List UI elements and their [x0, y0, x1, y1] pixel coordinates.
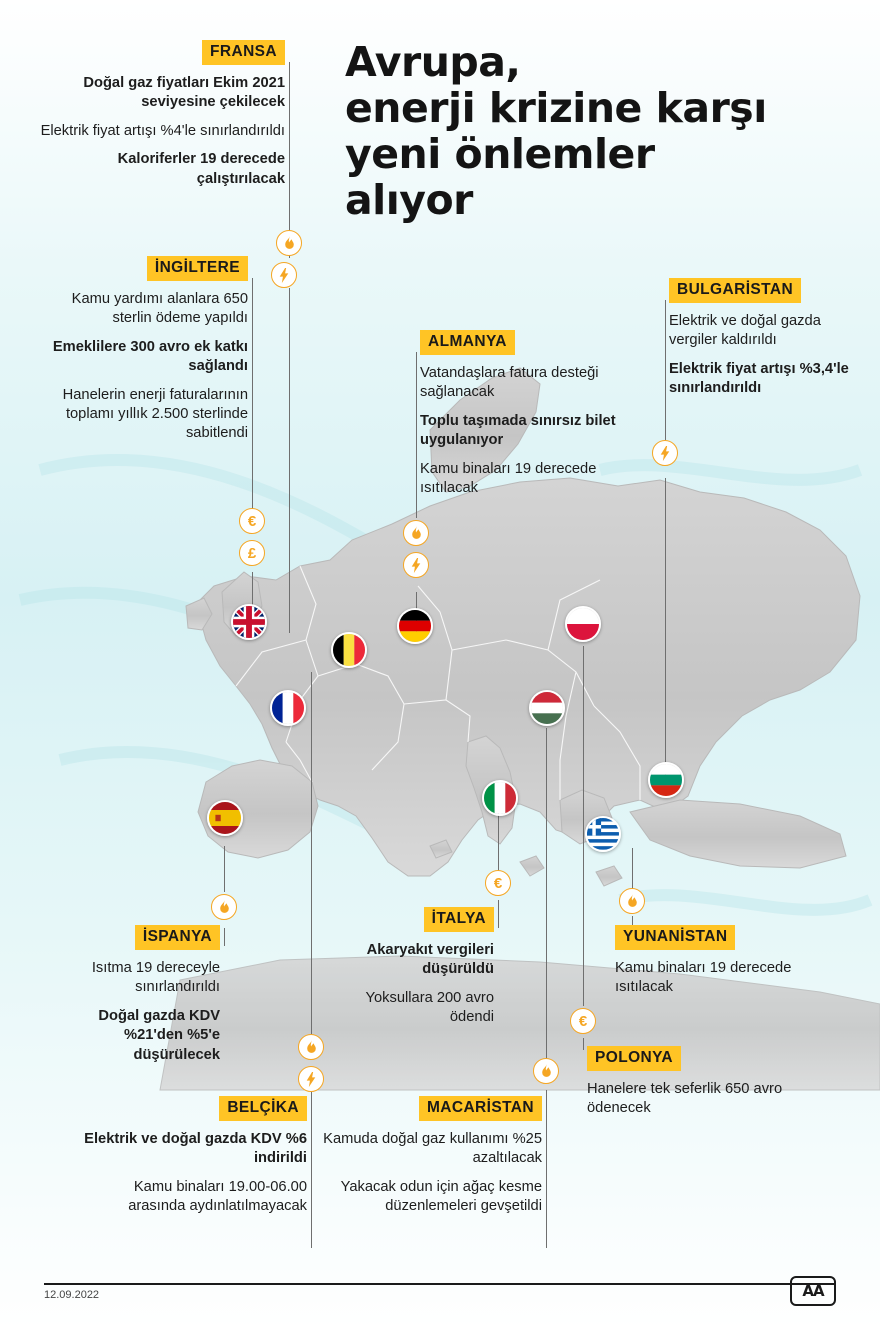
block-yunanistan — [615, 925, 843, 1007]
fransa-line-2: Elektrik fiyat artışı %4'le sınırlandırıldı — [40, 122, 285, 139]
flag-germany — [397, 608, 433, 644]
fransa-line-1: Doğal gaz fiyatları Ekim 2021 seviyesine çekilecek — [83, 75, 285, 111]
country-tag-bulgaristan: BULGARİSTAN — [669, 278, 801, 303]
euro-icon: € — [239, 508, 265, 534]
flag-belgium — [331, 632, 367, 668]
euro-icon-polonya: € — [570, 1008, 596, 1034]
bolt-icon — [271, 262, 297, 288]
title-line-4: alıyor — [345, 175, 473, 224]
flag-uk — [231, 604, 267, 640]
italya-line-2: Yoksullara 200 avro ödendi — [365, 989, 494, 1026]
block-fransa — [40, 40, 285, 198]
belcika-line-1: Elektrik ve doğal gazda KDV %6 indirildi — [84, 1131, 307, 1167]
flag-greece — [585, 816, 621, 852]
ispanya-line-2: Doğal gazda KDV %21'den %5'e düşürülecek — [98, 1007, 220, 1063]
bolt-icon-bulgaristan — [652, 440, 678, 466]
italya-line-1: Akaryakıt vergileri düşürüldü — [366, 942, 494, 978]
country-tag-ingiltere: İNGİLTERE — [147, 256, 248, 281]
leader-line-fransa — [289, 62, 290, 258]
macaristan-line-1: Kamuda doğal gaz kullanımı %25 azaltılacak — [323, 1131, 542, 1167]
polonya-line-1: Hanelere tek seferlik 650 avro ödenecek — [587, 1081, 783, 1117]
block-belcika — [75, 1096, 307, 1226]
leader-line-italya-lower — [498, 900, 499, 928]
belcika-line-2: Kamu binaları 19.00-06.00 arasında aydınlatılmayacak — [128, 1178, 307, 1215]
leader-line-ispanya — [224, 846, 225, 892]
block-almanya — [420, 330, 635, 507]
euro-icon-italya: € — [485, 870, 511, 896]
almanya-line-2: Toplu taşımada sınırsız bilet uygulanıyor — [420, 412, 616, 449]
country-tag-macaristan: MACARİSTAN — [419, 1096, 542, 1121]
country-tag-almanya: ALMANYA — [420, 330, 515, 355]
block-macaristan — [318, 1096, 542, 1226]
leader-line-fransa-lower — [289, 288, 290, 633]
block-polonya — [587, 1046, 842, 1128]
flame-icon-macaristan — [533, 1058, 559, 1084]
country-tag-polonya: POLONYA — [587, 1046, 681, 1071]
flag-bulgaria — [648, 762, 684, 798]
yunanistan-line-1: Kamu binaları 19 derecede ısıtılacak — [615, 960, 792, 996]
ispanya-line-1: Isıtma 19 dereceyle sınırlandırıldı — [91, 960, 220, 996]
block-italya — [318, 907, 494, 1037]
macaristan-line-2: Yakacak odun için ağaç kesme düzenlemeleri gevşetildi — [340, 1178, 542, 1215]
country-tag-ispanya: İSPANYA — [135, 925, 220, 950]
leader-line-polonya-lower — [583, 1038, 584, 1050]
leader-line-belcika-lower — [311, 1092, 312, 1248]
leader-line-macaristan — [546, 728, 547, 1058]
country-tag-belcika: BELÇİKA — [219, 1096, 307, 1121]
leader-line-almanya — [416, 352, 417, 518]
leader-line-bulgaristan — [665, 300, 666, 440]
page-title — [345, 40, 845, 224]
flame-icon-belcika — [298, 1034, 324, 1060]
almanya-line-3: Kamu binaları 19 derecede ısıtılacak — [420, 460, 597, 497]
leader-line-yunanistan — [632, 848, 633, 890]
leader-line-polonya — [583, 646, 584, 1006]
leader-line-belcika — [311, 672, 312, 1034]
country-tag-fransa: FRANSA — [202, 40, 285, 65]
flag-hungary — [529, 690, 565, 726]
fransa-line-3: Kaloriferler 19 derecede çalıştırılacak — [117, 151, 285, 187]
flag-spain — [207, 800, 243, 836]
footer-divider — [44, 1283, 836, 1285]
bolt-icon-almanya — [403, 552, 429, 578]
aa-logo: AA — [790, 1276, 836, 1306]
almanya-line-1: Vatandaşlara fatura desteği sağlanacak — [420, 365, 599, 401]
leader-line-italya — [498, 812, 499, 872]
bulgaristan-line-2: Elektrik fiyat artışı %3,4'le sınırlandırıldı — [669, 360, 849, 397]
title-line-2: enerji krizine karşı — [345, 83, 767, 132]
flag-poland — [565, 606, 601, 642]
bolt-icon-belcika — [298, 1066, 324, 1092]
flag-france — [270, 690, 306, 726]
leader-line-ingiltere — [252, 278, 253, 518]
pound-icon: £ — [239, 540, 265, 566]
block-ingiltere — [30, 256, 248, 453]
title-line-1: Avrupa, — [345, 38, 521, 86]
country-tag-italya: İTALYA — [424, 907, 494, 932]
ingiltere-line-2: Emeklilere 300 avro ek katkı sağlandı — [52, 338, 248, 375]
flame-icon — [276, 230, 302, 256]
leader-line-macaristan-lower — [546, 1090, 547, 1248]
bulgaristan-line-1: Elektrik ve doğal gazda vergiler kaldırıldı — [669, 313, 821, 349]
title-line-3: yeni önlemler — [345, 129, 655, 178]
ingiltere-line-1: Kamu yardımı alanlara 650 sterlin ödeme yapıldı — [71, 291, 248, 327]
flag-italy — [482, 780, 518, 816]
block-bulgaristan — [669, 278, 854, 408]
leader-line-ispanya-lower — [224, 928, 225, 946]
ingiltere-line-3: Hanelerin enerji faturalarının toplamı yıllık 2.500 sterlinde sabitlendi — [62, 386, 248, 442]
flame-icon-ispanya — [211, 894, 237, 920]
footer-date: 12.09.2022 — [44, 1289, 100, 1301]
flame-icon-almanya — [403, 520, 429, 546]
block-ispanya — [40, 925, 220, 1074]
leader-line-bulgaristan-lower — [665, 478, 666, 778]
flame-icon-yunanistan — [619, 888, 645, 914]
country-tag-yunanistan: YUNANİSTAN — [615, 925, 735, 950]
